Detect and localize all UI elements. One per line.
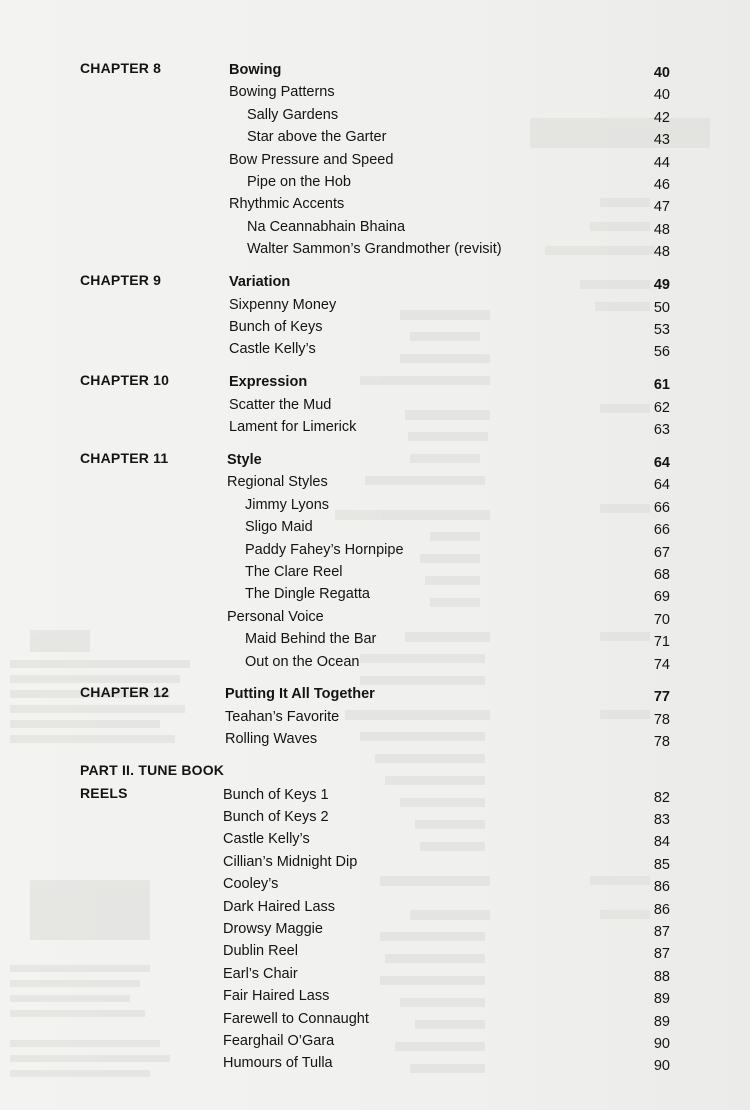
entry-title: Maid Behind the Bar — [245, 631, 377, 648]
entry-title: Walter Sammon’s Grandmother (revisit) — [247, 241, 502, 258]
toc-row — [0, 899, 750, 921]
page-number: 78 — [653, 711, 670, 728]
entry-title: Na Ceannabhain Bhaina — [247, 218, 406, 235]
page-number: 77 — [653, 689, 670, 706]
entry-title: Scatter the Mud — [229, 396, 332, 413]
entry-title: Earl’s Chair — [223, 965, 298, 982]
entry-title: Regional Styles — [227, 474, 328, 491]
toc-heading-row — [0, 274, 750, 296]
page-number: 53 — [653, 321, 670, 338]
entry-title: Out on the Ocean — [245, 653, 360, 670]
toc-row — [0, 84, 750, 106]
toc-row — [0, 709, 750, 731]
page-number: 62 — [653, 399, 670, 416]
page-number: 82 — [653, 789, 670, 806]
page-number: 68 — [653, 566, 670, 583]
chapter-title: Variation — [229, 274, 291, 291]
toc-row — [0, 152, 750, 174]
chapter-label: CHAPTER 8 — [80, 60, 162, 76]
toc-row — [0, 854, 750, 876]
page-number: 40 — [653, 87, 670, 104]
page-number: 74 — [653, 656, 670, 673]
page-number: 86 — [653, 879, 670, 896]
toc-row — [0, 319, 750, 341]
toc-row — [0, 831, 750, 853]
chapter-label: CHAPTER 10 — [80, 372, 170, 389]
chapter-label: PART II. TUNE BOOK — [80, 762, 225, 779]
toc-row — [0, 129, 750, 151]
page-number: 46 — [653, 177, 670, 193]
entry-title: Dublin Reel — [223, 943, 298, 960]
toc-row — [0, 731, 750, 753]
page-number: 86 — [653, 901, 670, 918]
page-number: 40 — [653, 65, 670, 81]
entry-title: Sixpenny Money — [229, 296, 337, 313]
toc-row — [0, 542, 750, 564]
toc-row — [0, 943, 750, 965]
page-number: 88 — [653, 968, 670, 985]
toc-row — [0, 196, 750, 218]
page-number: 50 — [653, 299, 670, 316]
page-number: 44 — [653, 154, 670, 171]
toc-row — [0, 1033, 750, 1055]
page-number: 43 — [653, 132, 670, 149]
toc-heading-row — [0, 449, 750, 474]
toc-row — [0, 609, 750, 631]
page-number: 90 — [653, 1058, 670, 1075]
toc-row — [0, 497, 750, 519]
entry-title: Rolling Waves — [225, 731, 318, 748]
entry-title: Sally Gardens — [247, 106, 339, 123]
page-number: 66 — [653, 522, 670, 539]
toc-row — [0, 174, 750, 196]
page-number: 67 — [653, 544, 670, 561]
page-number: 85 — [653, 856, 670, 873]
page-number: 70 — [653, 611, 670, 628]
entry-title: Lament for Limerick — [229, 419, 357, 435]
entry-title: Pipe on the Hob — [247, 174, 351, 190]
toc-row — [0, 241, 750, 263]
chapter-title: Expression — [229, 374, 308, 391]
toc-heading-row — [0, 62, 750, 84]
page-number: 90 — [653, 1035, 670, 1052]
toc-row — [0, 219, 750, 241]
toc-row — [0, 784, 750, 809]
chapter-title: Style — [227, 451, 262, 468]
toc-row — [0, 107, 750, 129]
page-number: 87 — [653, 923, 670, 940]
page-number: 64 — [653, 454, 670, 471]
page-number: 48 — [653, 244, 670, 261]
entry-title: Jimmy Lyons — [245, 496, 330, 513]
entry-title: Sligo Maid — [245, 519, 313, 536]
entry-title: The Dingle Regatta — [245, 586, 370, 603]
toc-row — [0, 419, 750, 441]
toc-row — [0, 631, 750, 653]
entry-title: Farewell to Connaught — [223, 1010, 369, 1027]
page-number: 87 — [653, 946, 670, 963]
chapter-title: Putting It All Together — [225, 686, 375, 703]
toc-row — [0, 474, 750, 496]
chapter-label: REELS — [80, 784, 128, 801]
entry-title: Bunch of Keys 1 — [223, 786, 329, 803]
entry-title: Star above the Garter — [247, 129, 387, 146]
entry-title: Drowsy Maggie — [223, 920, 323, 937]
page-number: 69 — [653, 589, 670, 606]
entry-title: Humours of Tulla — [223, 1055, 333, 1072]
toc-heading-row — [0, 686, 750, 708]
page-number: 84 — [653, 834, 670, 851]
toc-row — [0, 341, 750, 363]
page-number: 49 — [653, 277, 670, 294]
page-number: 47 — [653, 199, 670, 216]
entry-title: Rhythmic Accents — [229, 196, 345, 213]
entry-title: Castle Kelly’s — [223, 831, 310, 848]
entry-title: Bunch of Keys — [229, 318, 323, 335]
chapter-label: CHAPTER 12 — [80, 684, 170, 701]
entry-title: Bow Pressure and Speed — [229, 151, 394, 168]
toc-row — [0, 988, 750, 1010]
toc-row — [0, 1055, 750, 1077]
toc-heading-row — [0, 374, 750, 396]
entry-title: Personal Voice — [227, 608, 324, 625]
entry-title: Cillian’s Midnight Dip — [223, 853, 358, 870]
entry-title: The Clare Reel — [245, 563, 343, 580]
page-number: 42 — [653, 109, 670, 126]
page-number: 71 — [653, 634, 670, 651]
toc-heading-row — [0, 764, 750, 786]
toc-row — [0, 564, 750, 586]
page-number: 56 — [653, 344, 670, 361]
page-number: 63 — [653, 422, 670, 438]
toc-row — [0, 1011, 750, 1033]
entry-title: Castle Kelly’s — [229, 341, 316, 358]
page-number: 64 — [653, 477, 670, 494]
entry-title: Cooley’s — [223, 876, 279, 893]
toc-row — [0, 586, 750, 608]
toc-row — [0, 654, 750, 676]
entry-title: Fearghail O’Gara — [223, 1032, 335, 1049]
toc-row — [0, 809, 750, 831]
page-number: 48 — [653, 221, 670, 238]
toc-row — [0, 519, 750, 541]
entry-title: Teahan’s Favorite — [225, 708, 340, 725]
page-number: 89 — [653, 1013, 670, 1030]
entry-title: Dark Haired Lass — [223, 898, 336, 915]
page-number: 83 — [653, 811, 670, 828]
entry-title: Bowing Patterns — [229, 84, 335, 101]
toc-row — [0, 397, 750, 419]
entry-title: Fair Haired Lass — [223, 988, 330, 1005]
entry-title: Paddy Fahey’s Hornpipe — [245, 541, 404, 558]
entry-title: Bunch of Keys 2 — [223, 808, 329, 825]
toc-row — [0, 876, 750, 898]
page-number: 66 — [653, 499, 670, 516]
page-number: 78 — [653, 734, 670, 751]
toc-row — [0, 297, 750, 319]
page-number: 61 — [653, 377, 670, 394]
chapter-title: Bowing — [229, 62, 282, 78]
chapter-label: CHAPTER 11 — [80, 449, 169, 466]
toc-row — [0, 921, 750, 943]
chapter-label: CHAPTER 9 — [80, 272, 162, 289]
page-number: 89 — [653, 991, 670, 1008]
toc-row — [0, 966, 750, 988]
